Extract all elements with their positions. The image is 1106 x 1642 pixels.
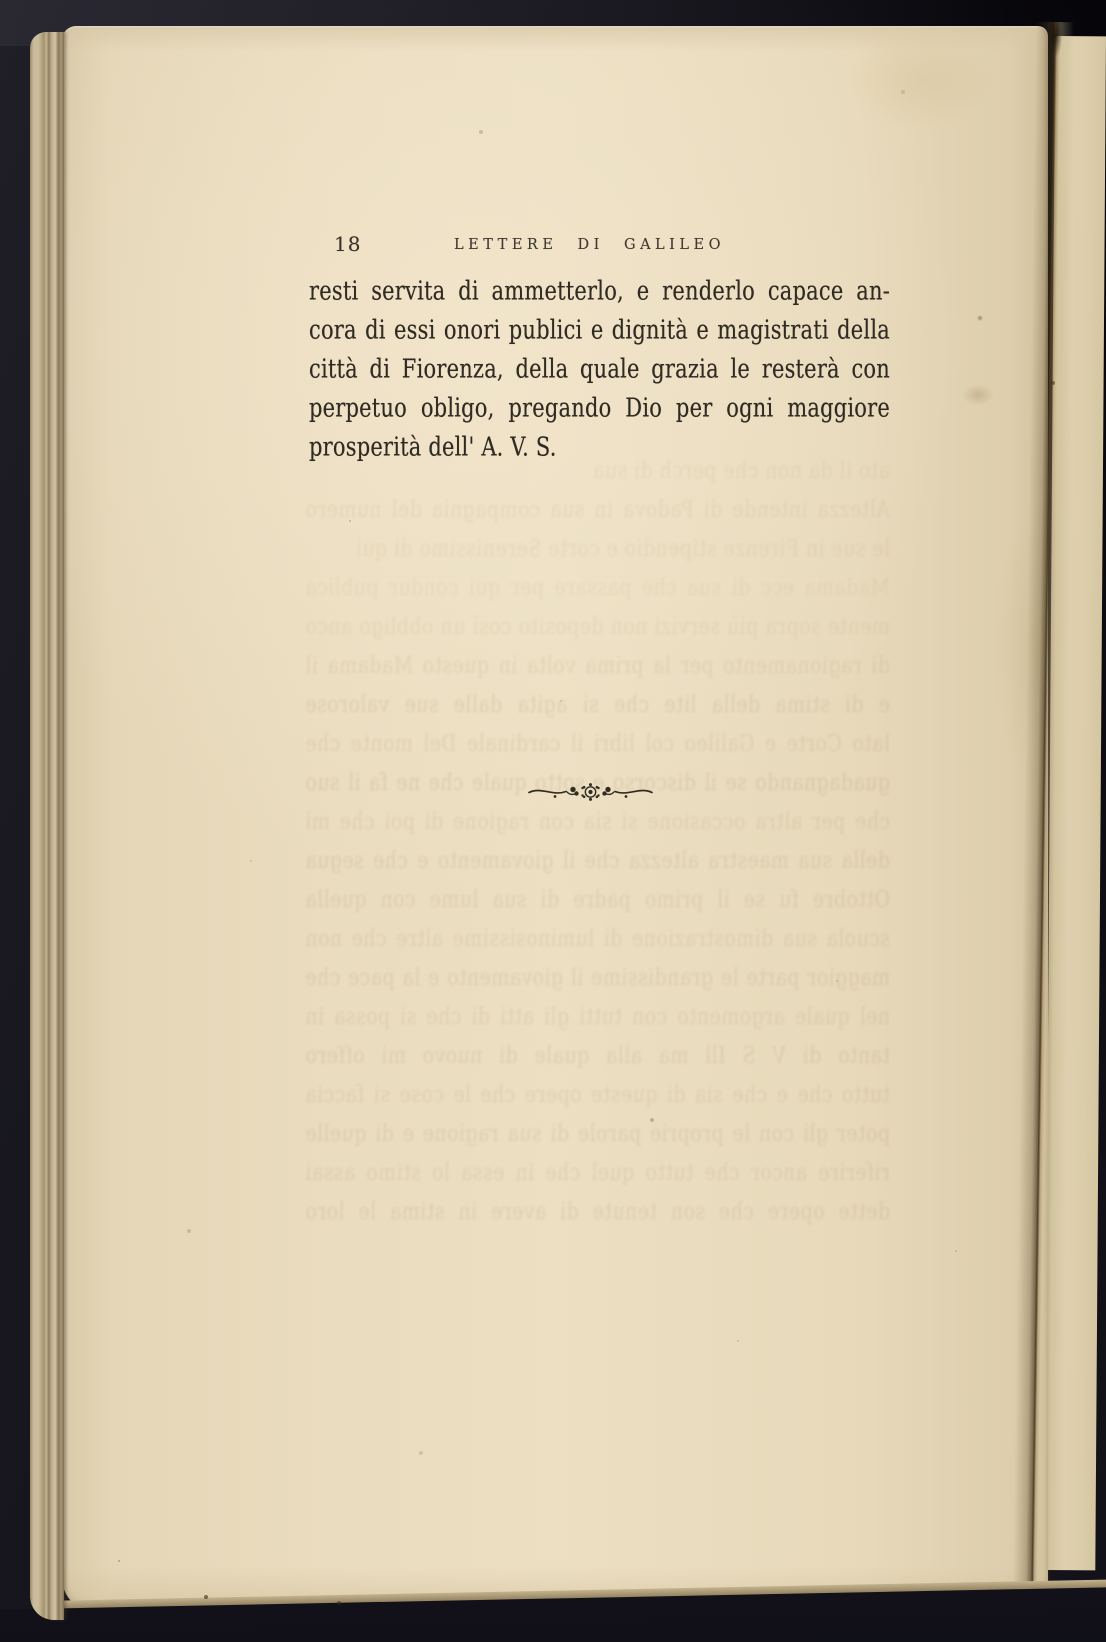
book-page bbox=[62, 26, 1048, 1612]
paper-specks bbox=[0, 0, 2, 2]
body-line: cora di essi onori publici e dignità e magistrati della bbox=[309, 314, 890, 345]
body-line: città di Fiorenza, della quale grazia le resterà con bbox=[309, 353, 890, 384]
running-header: LETTERE DI GALILEO bbox=[454, 237, 725, 253]
body-line: prosperità dell' A. V. S. bbox=[309, 431, 557, 462]
body-line: perpetuo obligo, pregando Dio per ogni maggiore bbox=[309, 392, 890, 423]
body-line: resti servita di ammetterlo, e renderlo capace an- bbox=[309, 275, 890, 306]
fore-edge-page-stack bbox=[30, 32, 64, 1620]
page-number: 18 bbox=[334, 232, 362, 256]
